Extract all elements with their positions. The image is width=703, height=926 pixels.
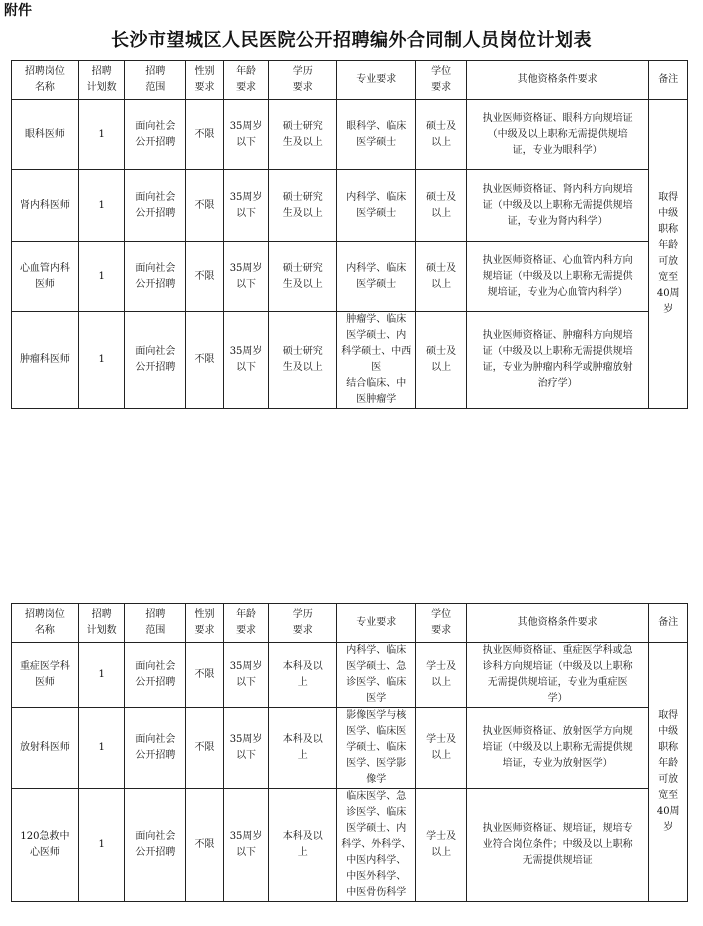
cell-scope: 面向社会 公开招聘 <box>125 170 186 242</box>
cell-position-name: 心血管内科 医师 <box>12 242 79 312</box>
cell-other-requirements: 执业医师资格证、肿瘤科方向规培 证（中级及以上职称无需提供规培 证，专业为肿瘤内科学或肿瘤放射 治疗学） <box>466 312 648 409</box>
column-header: 备注 <box>649 61 688 100</box>
cell-plan-count: 1 <box>78 312 125 409</box>
cell-degree: 硕士及 以上 <box>416 242 467 312</box>
cell-education: 本科及以 上 <box>269 708 337 789</box>
column-header: 招聘岗位 名称 <box>12 604 79 643</box>
cell-gender: 不限 <box>186 312 223 409</box>
cell-major: 内科学、临床 医学硕士 <box>337 170 416 242</box>
cell-scope: 面向社会 公开招聘 <box>125 242 186 312</box>
cell-gender: 不限 <box>186 170 223 242</box>
cell-position-name: 120急救中 心医师 <box>12 789 79 902</box>
cell-position-name: 放射科医师 <box>12 708 79 789</box>
cell-scope: 面向社会 公开招聘 <box>125 789 186 902</box>
cell-age: 35周岁 以下 <box>223 789 269 902</box>
column-header: 备注 <box>649 604 688 643</box>
table-row <box>12 312 688 409</box>
recruitment-plan-table-1 <box>11 60 688 409</box>
cell-age: 35周岁 以下 <box>223 643 269 708</box>
column-header: 性别 要求 <box>186 61 223 100</box>
cell-plan-count: 1 <box>78 789 125 902</box>
table-row <box>12 708 688 789</box>
cell-age: 35周岁 以下 <box>223 100 269 170</box>
cell-position-name: 眼科医师 <box>12 100 79 170</box>
cell-other-requirements: 执业医师资格证、规培证，规培专 业符合岗位条件；中级及以上职称 无需提供规培证 <box>466 789 648 902</box>
cell-degree: 学士及 以上 <box>416 643 467 708</box>
column-header: 年龄 要求 <box>223 604 269 643</box>
column-header: 专业要求 <box>337 604 416 643</box>
column-header: 性别 要求 <box>186 604 223 643</box>
column-header: 学位 要求 <box>416 61 467 100</box>
header-row <box>12 604 688 643</box>
cell-education: 本科及以 上 <box>269 789 337 902</box>
column-header: 招聘岗位 名称 <box>12 61 79 100</box>
attachment-label: 附件 <box>4 3 32 19</box>
cell-plan-count: 1 <box>78 170 125 242</box>
column-header: 招聘 范围 <box>125 61 186 100</box>
cell-plan-count: 1 <box>78 100 125 170</box>
cell-major: 内科学、临床 医学硕士、急 诊医学、临床 医学 <box>337 643 416 708</box>
cell-gender: 不限 <box>186 242 223 312</box>
column-header: 其他资格条件要求 <box>466 61 648 100</box>
cell-scope: 面向社会 公开招聘 <box>125 643 186 708</box>
table-row <box>12 643 688 708</box>
column-header: 学位 要求 <box>416 604 467 643</box>
cell-degree: 学士及 以上 <box>416 708 467 789</box>
cell-education: 硕士研究 生及以上 <box>269 170 337 242</box>
cell-gender: 不限 <box>186 643 223 708</box>
cell-other-requirements: 执业医师资格证、肾内科方向规培 证（中级及以上职称无需提供规培 证，专业为肾内科学） <box>466 170 648 242</box>
cell-other-requirements: 执业医师资格证、重症医学科或急 诊科方向规培证（中级及以上职称 无需提供规培证，专业为重症医 学） <box>466 643 648 708</box>
cell-other-requirements: 执业医师资格证、眼科方向规培证 （中级及以上职称无需提供规培 证，专业为眼科学） <box>466 100 648 170</box>
cell-age: 35周岁 以下 <box>223 708 269 789</box>
cell-position-name: 肿瘤科医师 <box>12 312 79 409</box>
table-row <box>12 242 688 312</box>
cell-other-requirements: 执业医师资格证、放射医学方向规 培证（中级及以上职称无需提供规 培证，专业为放射医学） <box>466 708 648 789</box>
cell-note: 取得 中级 职称 年龄 可放 宽至 40周 岁 <box>649 643 688 902</box>
cell-plan-count: 1 <box>78 643 125 708</box>
column-header: 其他资格条件要求 <box>466 604 648 643</box>
table-row <box>12 100 688 170</box>
recruitment-plan-table-2 <box>11 603 688 902</box>
cell-major: 影像医学与核 医学、临床医 学硕士、临床 医学、医学影 像学 <box>337 708 416 789</box>
table-row <box>12 170 688 242</box>
cell-education: 本科及以 上 <box>269 643 337 708</box>
cell-other-requirements: 执业医师资格证、心血管内科方向 规培证（中级及以上职称无需提供 规培证，专业为心血管内科学） <box>466 242 648 312</box>
cell-major: 临床医学、急 诊医学、临床 医学硕士、内 科学、外科学、 中医内科学、 中医外科学、 中医骨伤科学 <box>337 789 416 902</box>
cell-age: 35周岁 以下 <box>223 242 269 312</box>
page-title: 长沙市望城区人民医院公开招聘编外合同制人员岗位计划表 <box>111 30 592 51</box>
cell-degree: 硕士及 以上 <box>416 100 467 170</box>
cell-education: 硕士研究 生及以上 <box>269 100 337 170</box>
cell-education: 硕士研究 生及以上 <box>269 312 337 409</box>
cell-degree: 学士及 以上 <box>416 789 467 902</box>
cell-education: 硕士研究 生及以上 <box>269 242 337 312</box>
cell-plan-count: 1 <box>78 708 125 789</box>
table-row <box>12 789 688 902</box>
column-header: 专业要求 <box>337 61 416 100</box>
column-header: 学历 要求 <box>269 61 337 100</box>
cell-scope: 面向社会 公开招聘 <box>125 100 186 170</box>
cell-major: 内科学、临床 医学硕士 <box>337 242 416 312</box>
column-header: 招聘 计划数 <box>78 604 125 643</box>
cell-scope: 面向社会 公开招聘 <box>125 708 186 789</box>
cell-major: 肿瘤学、临床 医学硕士、内 科学硕士、中西医 结合临床、中 医肿瘤学 <box>337 312 416 409</box>
cell-position-name: 肾内科医师 <box>12 170 79 242</box>
cell-gender: 不限 <box>186 789 223 902</box>
cell-age: 35周岁 以下 <box>223 170 269 242</box>
cell-degree: 硕士及 以上 <box>416 170 467 242</box>
cell-gender: 不限 <box>186 100 223 170</box>
cell-note: 取得 中级 职称 年龄 可放 宽至 40周 岁 <box>649 100 688 409</box>
header-row <box>12 61 688 100</box>
cell-degree: 硕士及 以上 <box>416 312 467 409</box>
column-header: 年龄 要求 <box>223 61 269 100</box>
cell-major: 眼科学、临床 医学硕士 <box>337 100 416 170</box>
cell-gender: 不限 <box>186 708 223 789</box>
cell-position-name: 重症医学科 医师 <box>12 643 79 708</box>
cell-plan-count: 1 <box>78 242 125 312</box>
column-header: 招聘 计划数 <box>78 61 125 100</box>
column-header: 学历 要求 <box>269 604 337 643</box>
cell-scope: 面向社会 公开招聘 <box>125 312 186 409</box>
cell-age: 35周岁 以下 <box>223 312 269 409</box>
column-header: 招聘 范围 <box>125 604 186 643</box>
